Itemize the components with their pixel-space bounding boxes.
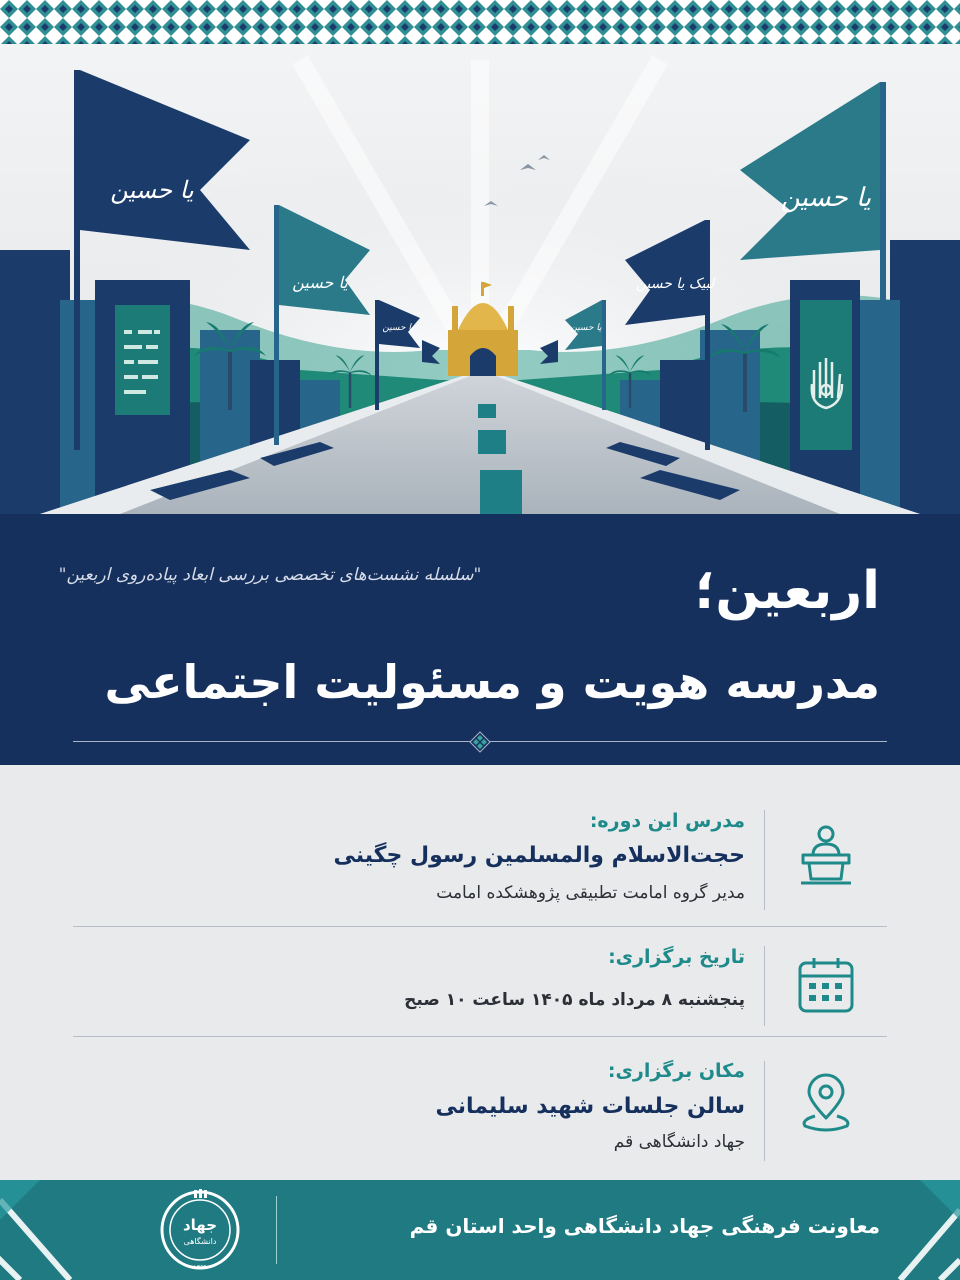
- lattice-border: [0, 0, 960, 44]
- hero-artwork: [0, 0, 960, 514]
- event-details: [0, 765, 960, 1180]
- footer-divider: [276, 1196, 277, 1264]
- instructor-name: حجت‌الاسلام والمسلمین رسول چگینی: [333, 843, 745, 868]
- logo-year: ۱۳۵۹: [193, 1264, 207, 1271]
- date-value: پنجشنبه ۸ مرداد ماه ۱۴۰۵ ساعت ۱۰ صبح: [404, 990, 745, 1010]
- instructor-label: مدرس این دوره:: [589, 810, 745, 832]
- series-subtitle: "سلسله نشست‌های تخصصی بررسی ابعاد پیاده‌روی اربعین": [58, 565, 482, 585]
- hero-illustration: [0, 0, 960, 514]
- lecturer-podium-icon: [795, 825, 857, 887]
- logo-subtitle: دانشگاهی: [183, 1237, 217, 1246]
- instructor-role: مدیر گروه امامت تطبیقی پژوهشکده امامت: [436, 883, 745, 903]
- section-divider-2: [73, 1036, 887, 1037]
- flag-text-4: لبیک یا حسین: [635, 276, 715, 292]
- date-label: تاریخ برگزاری:: [608, 946, 745, 968]
- venue-label: مکان برگزاری:: [607, 1060, 745, 1082]
- calendar-icon: [795, 954, 857, 1016]
- flag-text-6: یا حسین: [570, 323, 602, 333]
- flag-text-1: یا حسین: [110, 176, 194, 204]
- page-title-line-2: مدرسه هویت و مسئولیت اجتماعی: [104, 655, 880, 709]
- footer: [0, 1180, 960, 1280]
- location-pin-icon: [795, 1072, 857, 1134]
- flag-text-3: یا حسین: [382, 323, 414, 333]
- jahad-daneshgahi-logo: [158, 1188, 242, 1272]
- section-divider-1: [73, 926, 887, 927]
- date-divider: [764, 946, 765, 1026]
- diamond-ornament-icon: [469, 731, 491, 753]
- organizer-text: معاونت فرهنگی جهاد دانشگاهی واحد استان قم: [409, 1214, 880, 1238]
- flag-text-5: یا حسین: [780, 183, 872, 213]
- venue-name: سالن جلسات شهید سلیمانی: [435, 1094, 745, 1119]
- page-title-line-1: اربعین؛: [694, 561, 880, 621]
- venue-org: جهاد دانشگاهی قم: [613, 1132, 745, 1152]
- logo-title: جهاد: [182, 1216, 218, 1234]
- venue-divider: [764, 1061, 765, 1161]
- title-band: [0, 514, 960, 765]
- flag-text-2: یا حسین: [292, 273, 348, 292]
- instructor-divider: [764, 810, 765, 910]
